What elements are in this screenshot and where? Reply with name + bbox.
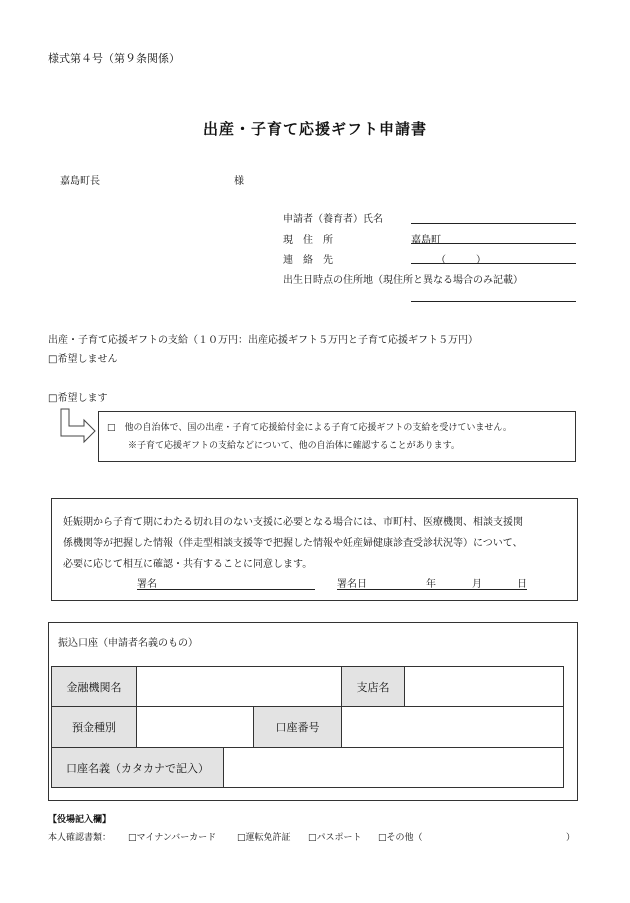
account-number-input[interactable]: [341, 706, 564, 748]
office-use-heading: 【役場記入欄】: [48, 815, 112, 825]
applicant-name-label: 申請者（養育者）氏名: [283, 214, 383, 225]
id-license-checkbox[interactable]: □運転免許証: [237, 833, 291, 843]
account-type-label: 預金種別: [72, 721, 116, 734]
consent-line-1: 妊娠期から子育て期にわたる切れ目のない支援に必要となる場合には、市町村、医療機関、相談支援関: [63, 517, 523, 528]
sign-date-year: 年: [426, 579, 436, 590]
birth-address-label: 出生日時点の住所地（現住所と異なる場合のみ記載）: [283, 275, 523, 286]
institution-label: 金融機関名: [66, 680, 122, 694]
other-municipality-note-box: [98, 411, 576, 462]
signature-field[interactable]: [137, 589, 315, 590]
applicant-name-field[interactable]: [411, 223, 576, 224]
gift-heading: 出産・子育て応援ギフトの支給（１０万円：出産応援ギフト５万円と子育て応援ギフト５万円）: [48, 335, 478, 346]
account-number-label: 口座番号: [275, 721, 320, 734]
id-other-close: ）: [566, 833, 576, 843]
contact-field[interactable]: [411, 263, 576, 264]
branch-label: 支店名: [356, 680, 390, 694]
account-number-label-cell: [253, 706, 342, 748]
account-name-input[interactable]: [223, 747, 564, 788]
consent-line-2: 係機関等が把握した情報（伴走型相談支援等で把握した情報や妊産婦健康診査受診状況等）について、: [63, 538, 523, 549]
institution-label-cell: [51, 666, 137, 707]
address-field[interactable]: [411, 243, 576, 244]
form-number: 様式第４号（第９条関係）: [48, 52, 180, 65]
address-value: 嘉島町: [411, 235, 441, 246]
sign-date-field[interactable]: [337, 589, 527, 590]
contact-value: （ ）: [436, 255, 486, 266]
signature-label: 署名: [137, 579, 157, 590]
branch-input[interactable]: [404, 666, 564, 707]
address-label: 現 住 所: [283, 235, 333, 246]
arrow-right-icon: [58, 408, 98, 444]
id-passport-checkbox[interactable]: □パスポート: [308, 833, 362, 843]
id-docs-label: 本人確認書類：: [48, 833, 112, 843]
consent-box: [51, 498, 578, 601]
option-wish[interactable]: □希望します: [48, 393, 108, 404]
institution-input[interactable]: [136, 666, 342, 707]
sign-date-month: 月: [472, 579, 482, 590]
option-not-wish[interactable]: □希望しません: [48, 354, 118, 365]
sign-date-day: 日: [517, 579, 527, 590]
addressee-honorific: 様: [234, 176, 244, 187]
page-title: 出産・子育て応援ギフト申請書: [202, 120, 427, 138]
bank-heading: 振込口座（申請者名義のもの）: [58, 638, 198, 649]
account-name-label-cell: [51, 747, 224, 788]
account-type-input[interactable]: [136, 706, 254, 748]
consent-line-3: 必要に応じて相互に確認・共有することに同意します。: [63, 559, 313, 570]
contact-label: 連 絡 先: [283, 255, 333, 266]
other-municipality-note: ※子育て応援ギフトの支給などについて、他の自治体に確認することがあります。: [128, 441, 460, 451]
id-other-checkbox[interactable]: □その他（: [378, 833, 423, 843]
addressee-town: 嘉島町長: [60, 176, 100, 187]
branch-label-cell: [341, 666, 405, 707]
sign-date-label: 署名日: [337, 579, 367, 590]
id-mynumber-checkbox[interactable]: □マイナンバーカード: [128, 833, 217, 843]
other-municipality-checkbox[interactable]: □ 他の自治体で、国の出産・子育て応援給付金による子育て応援ギフトの支給を受けていません。: [107, 423, 512, 433]
account-name-label: 口座名義（カタカナで記入）: [66, 761, 209, 775]
birth-address-field[interactable]: [411, 301, 576, 302]
account-type-label-cell: [51, 706, 137, 748]
